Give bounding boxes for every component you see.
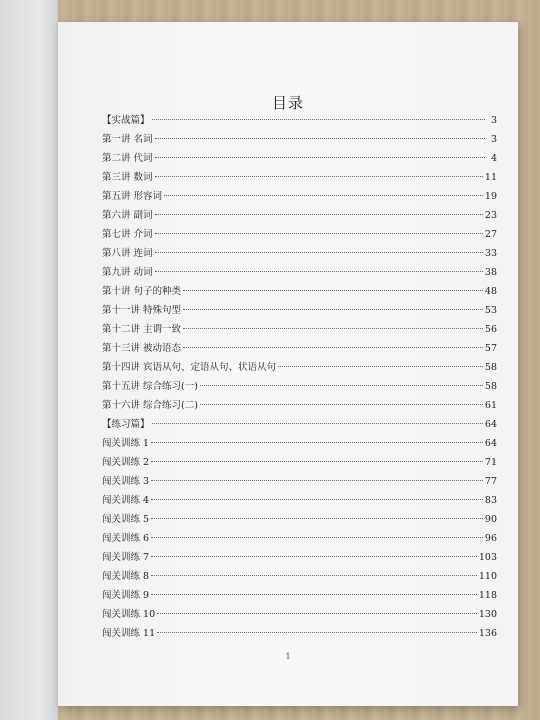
toc-entry <box>102 378 497 397</box>
toc-entry-label: 第三讲 数词 <box>102 172 153 183</box>
toc-entry <box>102 245 497 264</box>
toc-entry <box>102 454 497 473</box>
dot-leader <box>183 290 483 291</box>
toc-entry-label: 闯关训练 2 <box>102 457 150 468</box>
toc-entry <box>102 492 497 511</box>
dot-leader <box>155 138 485 139</box>
toc-entry <box>102 207 497 226</box>
toc-entry <box>102 435 497 454</box>
toc-entry-label: 闯关训练 5 <box>102 514 150 525</box>
toc-entry <box>102 302 497 321</box>
toc-entry-label: 第十六讲 综合练习(二) <box>102 400 198 411</box>
dot-leader <box>183 328 483 329</box>
toc-entry-label: 第七讲 介词 <box>102 229 153 240</box>
dot-leader <box>151 442 483 443</box>
toc-entry-label: 第十五讲 综合练习(一) <box>102 381 198 392</box>
dot-leader <box>200 385 483 386</box>
dot-leader <box>183 347 483 348</box>
toc-entry-label: 闯关训练 7 <box>102 552 150 563</box>
toc-entry-page: 61 <box>484 400 497 411</box>
dot-leader <box>151 480 483 481</box>
toc-entry-label: 第九讲 动词 <box>102 267 153 278</box>
toc-entry <box>102 226 497 245</box>
toc-entry <box>102 397 497 416</box>
toc-entry-page: 48 <box>484 286 497 297</box>
dot-leader <box>155 271 483 272</box>
toc-entry-page: 23 <box>484 210 497 221</box>
toc-entry-page: 71 <box>484 457 497 468</box>
toc-entry <box>102 283 497 302</box>
toc-entry-label: 【实战篇】 <box>102 115 150 126</box>
dot-leader <box>183 309 483 310</box>
toc-entry <box>102 511 497 530</box>
toc-entry-page: 33 <box>484 248 497 259</box>
toc-entry-page: 4 <box>490 153 497 164</box>
dot-leader <box>151 594 477 595</box>
toc-entry-page: 38 <box>484 267 497 278</box>
dot-leader <box>151 537 483 538</box>
toc-entry-label: 闯关训练 8 <box>102 571 150 582</box>
toc-entry-label: 第十四讲 宾语从句、定语从句、状语从句 <box>102 362 277 373</box>
dot-leader <box>155 214 483 215</box>
toc-entry-page: 64 <box>484 438 497 449</box>
toc-entry <box>102 112 497 131</box>
toc-entry-page: 27 <box>484 229 497 240</box>
toc-entry-label: 闯关训练 4 <box>102 495 150 506</box>
toc-entry-label: 第八讲 连词 <box>102 248 153 259</box>
toc-entry-label: 第五讲 形容词 <box>102 191 163 202</box>
dot-leader <box>151 518 483 519</box>
page-title: 目录 <box>271 94 304 112</box>
toc-entry <box>102 625 497 644</box>
dot-leader <box>155 252 483 253</box>
toc-entry-label: 第十三讲 被动语态 <box>102 343 182 354</box>
toc-entry-label: 第十二讲 主谓一致 <box>102 324 182 335</box>
toc-entry-page: 3 <box>490 134 497 145</box>
toc-entry <box>102 530 497 549</box>
toc-entry <box>102 549 497 568</box>
toc-entry-page: 3 <box>490 115 497 126</box>
dot-leader <box>151 461 483 462</box>
toc-entry-label: 闯关训练 11 <box>102 628 156 639</box>
toc-entry <box>102 473 497 492</box>
toc-entry-page: 118 <box>478 590 497 601</box>
dot-leader <box>151 556 477 557</box>
dot-leader <box>155 157 485 158</box>
table-of-contents <box>102 112 497 644</box>
toc-entry <box>102 416 497 435</box>
dot-leader <box>200 404 483 405</box>
page-number: 1 <box>285 652 291 661</box>
dot-leader <box>151 499 483 500</box>
toc-entry-label: 闯关训练 10 <box>102 609 156 620</box>
dot-leader <box>157 613 477 614</box>
dot-leader <box>155 176 483 177</box>
toc-entry <box>102 131 497 150</box>
toc-entry-page: 11 <box>484 172 497 183</box>
toc-entry <box>102 169 497 188</box>
toc-entry-page: 90 <box>484 514 497 525</box>
toc-entry-page: 58 <box>484 362 497 373</box>
toc-entry-label: 第十一讲 特殊句型 <box>102 305 182 316</box>
toc-entry-page: 103 <box>478 552 497 563</box>
toc-entry-page: 53 <box>484 305 497 316</box>
toc-entry <box>102 188 497 207</box>
toc-entry <box>102 340 497 359</box>
toc-entry-page: 56 <box>484 324 497 335</box>
dot-leader <box>152 119 485 120</box>
toc-entry-label: 闯关训练 9 <box>102 590 150 601</box>
dot-leader <box>157 632 477 633</box>
toc-entry <box>102 264 497 283</box>
toc-entry-label: 第一讲 名词 <box>102 134 153 145</box>
toc-entry-page: 77 <box>484 476 497 487</box>
dot-leader <box>152 423 483 424</box>
toc-entry-label: 第六讲 副词 <box>102 210 153 221</box>
toc-entry-label: 【练习篇】 <box>102 419 150 430</box>
toc-entry-page: 130 <box>478 609 497 620</box>
toc-entry <box>102 359 497 378</box>
toc-entry-page: 58 <box>484 381 497 392</box>
toc-entry-page: 19 <box>484 191 497 202</box>
toc-entry-page: 110 <box>478 571 497 582</box>
toc-entry-label: 第二讲 代词 <box>102 153 153 164</box>
toc-entry-page: 64 <box>484 419 497 430</box>
toc-entry-page: 136 <box>478 628 497 639</box>
toc-entry <box>102 587 497 606</box>
dot-leader <box>164 195 483 196</box>
document-page <box>58 22 518 706</box>
toc-entry <box>102 321 497 340</box>
dot-leader <box>278 366 483 367</box>
toc-entry-label: 闯关训练 3 <box>102 476 150 487</box>
toc-entry-label: 闯关训练 1 <box>102 438 150 449</box>
dot-leader <box>155 233 483 234</box>
toc-entry <box>102 150 497 169</box>
toc-entry <box>102 568 497 587</box>
toc-entry-page: 96 <box>484 533 497 544</box>
dot-leader <box>151 575 477 576</box>
toc-entry-label: 闯关训练 6 <box>102 533 150 544</box>
toc-entry-page: 83 <box>484 495 497 506</box>
toc-entry-label: 第十讲 句子的种类 <box>102 286 182 297</box>
toc-entry-page: 57 <box>484 343 497 354</box>
toc-entry <box>102 606 497 625</box>
left-page-edge <box>0 0 58 720</box>
